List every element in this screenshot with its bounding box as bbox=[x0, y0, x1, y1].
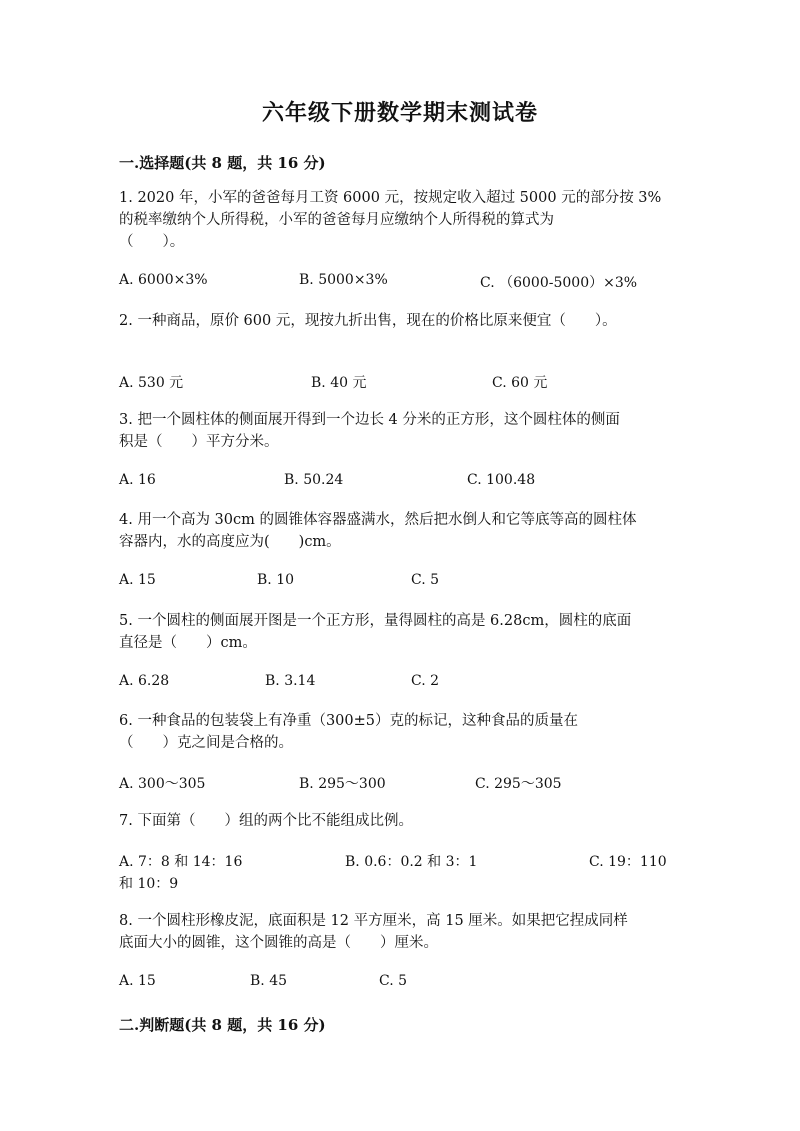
question-text: 6. 一种食品的包装袋上有净重（300±5）克的标记，这种食品的质量在 bbox=[119, 713, 578, 729]
option-a: A. 15 bbox=[119, 973, 156, 989]
question-text: 直径是（ ）cm。 bbox=[119, 635, 257, 651]
question-text: 5. 一个圆柱的侧面展开图是一个正方形，量得圆柱的高是 6.28cm，圆柱的底面 bbox=[119, 613, 632, 629]
option-a: A. 15 bbox=[119, 572, 156, 588]
question-text: 的税率缴纳个人所得税，小军的爸爸每月应缴纳个人所得税的算式为 bbox=[119, 212, 554, 228]
section-heading-multiple-choice: 一.选择题(共 8 题，共 16 分) bbox=[119, 154, 326, 172]
question-text: （ ）克之间是合格的。 bbox=[119, 735, 293, 751]
option-c: C. 295～305 bbox=[475, 776, 562, 792]
question-4 bbox=[119, 509, 679, 553]
option-a: A. 300～305 bbox=[119, 776, 206, 792]
option-c: C. 5 bbox=[411, 572, 440, 588]
option-c: C. 2 bbox=[411, 673, 440, 689]
option-c: C. 5 bbox=[379, 973, 408, 989]
option-a: A. 6000×3% bbox=[119, 272, 208, 288]
option-a: A. 530 元 bbox=[119, 375, 184, 391]
option-b: B. 3.14 bbox=[265, 673, 316, 689]
option-b: B. 50.24 bbox=[284, 472, 344, 488]
question-text: 1. 2020 年，小军的爸爸每月工资 6000 元，按规定收入超过 5000 元的部分按 3% bbox=[119, 190, 662, 206]
option-b: B. 0.6：0.2 和 3：1 bbox=[345, 854, 478, 870]
question-text: 容器内，水的高度应为( )cm。 bbox=[119, 534, 341, 550]
option-c: C. 100.48 bbox=[467, 472, 536, 488]
option-b: B. 295～300 bbox=[299, 776, 386, 792]
question-1 bbox=[119, 187, 679, 253]
option-c-continued: 和 10：9 bbox=[119, 876, 179, 892]
question-3 bbox=[119, 409, 679, 453]
option-a: A. 7：8 和 14：16 bbox=[119, 854, 243, 870]
question-7 bbox=[119, 810, 679, 832]
option-c: C. （6000-5000）×3% bbox=[480, 275, 638, 291]
option-a: A. 16 bbox=[119, 472, 156, 488]
question-text: 2. 一种商品，原价 600 元，现按九折出售，现在的价格比原来便宜（ ）。 bbox=[119, 313, 617, 329]
question-text: （ ）。 bbox=[119, 234, 185, 250]
page-title: 六年级下册数学期末测试卷 bbox=[261, 100, 538, 126]
question-text: 7. 下面第（ ）组的两个比不能组成比例。 bbox=[119, 813, 413, 829]
question-5 bbox=[119, 610, 679, 654]
option-b: B. 5000×3% bbox=[299, 272, 388, 288]
question-text: 底面大小的圆锥，这个圆锥的高是（ ）厘米。 bbox=[119, 935, 438, 951]
question-text: 4. 用一个高为 30cm 的圆锥体容器盛满水，然后把水倒人和它等底等高的圆柱体 bbox=[119, 512, 637, 528]
option-b: B. 10 bbox=[257, 572, 295, 588]
option-a: A. 6.28 bbox=[119, 673, 170, 689]
question-text: 8. 一个圆柱形橡皮泥，底面积是 12 平方厘米，高 15 厘米。如果把它捏成同样 bbox=[119, 913, 628, 929]
option-b: B. 40 元 bbox=[311, 375, 367, 391]
question-6 bbox=[119, 710, 679, 754]
question-text: 积是（ ）平方分米。 bbox=[119, 434, 279, 450]
option-c: C. 60 元 bbox=[492, 375, 548, 391]
section-heading-true-false: 二.判断题(共 8 题，共 16 分) bbox=[119, 1016, 326, 1034]
question-text: 3. 把一个圆柱体的侧面展开得到一个边长 4 分米的正方形，这个圆柱体的侧面 bbox=[119, 412, 620, 428]
option-b: B. 45 bbox=[250, 973, 288, 989]
question-2 bbox=[119, 310, 679, 332]
question-8 bbox=[119, 910, 679, 954]
option-c: C. 19：110 bbox=[589, 854, 667, 870]
